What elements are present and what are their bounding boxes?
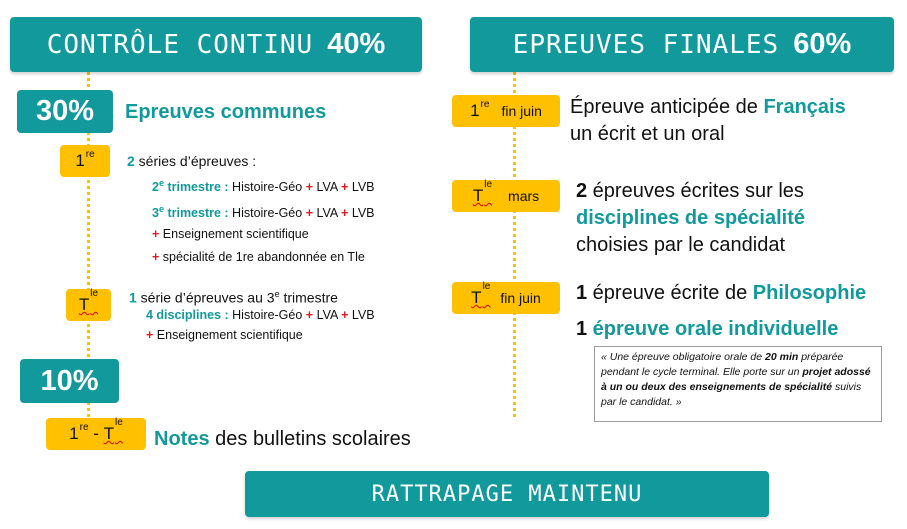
premiere-line1-subjects: Histoire-Géo	[228, 180, 306, 195]
plus-icon: +	[152, 227, 160, 241]
premiere-line3-text: Enseignement scientifique	[159, 227, 309, 241]
philosophy-count: 1	[576, 282, 588, 304]
grades-tag-b: T	[103, 424, 115, 443]
plus-icon: +	[146, 328, 154, 342]
philosophy-tag	[452, 282, 560, 314]
speciality-line-3: choisies par le candidat	[576, 234, 786, 256]
premiere-line1-label: trimestre :	[163, 180, 229, 195]
oral-count: 1	[576, 318, 588, 340]
rattrapage-title: RATTRAPAGE MAINTENU	[371, 481, 643, 507]
premiere-line-1	[152, 178, 375, 194]
speciality-line-2: disciplines de spécialité	[576, 207, 805, 229]
terminale-line1-label: 4 disciplines :	[146, 308, 229, 322]
premiere-line2-term-sup: e	[158, 204, 164, 214]
terminale-line1-lva: LVA	[313, 308, 342, 322]
plus-icon: +	[305, 180, 313, 195]
terminale-tag-label: T	[78, 295, 90, 314]
plus-icon: +	[341, 180, 349, 195]
quote-p2: préparée pendant le cycle terminal. Elle porte sur un	[601, 351, 844, 378]
premiere-count: 2	[127, 153, 135, 169]
philosophy-line-1	[576, 282, 866, 305]
speciality-line1-rest: épreuves écrites sur les	[587, 180, 804, 202]
oral-text: épreuve orale individuelle	[587, 318, 839, 340]
quote-p2-bold: projet adossé à un ou deux des enseignements de spécialité	[601, 366, 871, 393]
controle-continu-header	[10, 17, 422, 72]
philosophy-tag-label: T	[471, 288, 482, 307]
philosophy-subject: Philosophie	[752, 282, 867, 304]
common-title: Epreuves communes	[125, 101, 327, 123]
terminale-intro	[129, 289, 338, 306]
terminale-intro-sup: e	[274, 289, 280, 299]
controle-continu-title: CONTRÔLE CONTINU	[46, 29, 314, 60]
grades-tag-b-sup: le	[115, 417, 123, 429]
controle-continu-percent: 40%	[327, 28, 386, 60]
epreuves-finales-title: EPREUVES FINALES	[512, 29, 780, 60]
grades-highlight: Notes	[154, 428, 210, 450]
quote-p3: suivis par le candidat. »	[601, 381, 862, 408]
french-tag	[452, 95, 560, 127]
premiere-line4-text: spécialité de 1re abandonnée en Tle	[159, 250, 365, 264]
french-line-2: un écrit et un oral	[570, 123, 725, 145]
terminale-count: 1	[129, 289, 137, 306]
oral-line	[576, 318, 838, 341]
terminale-tag	[66, 289, 111, 321]
premiere-line1-lva: LVA	[313, 180, 342, 195]
speciality-tag-sup: le	[484, 179, 493, 191]
grades-text	[154, 428, 411, 451]
premiere-tag-sup: re	[85, 148, 95, 160]
premiere-line2-lva: LVA	[313, 206, 342, 221]
plus-icon: +	[152, 250, 160, 264]
terminale-intro-text: série d’épreuves au 3	[136, 289, 275, 306]
terminale-intro-end: trimestre	[279, 289, 338, 306]
terminale-line-2	[146, 328, 303, 342]
premiere-tag	[60, 145, 110, 177]
terminale-line-1	[146, 308, 375, 322]
philosophy-tag-when: fin juin	[500, 290, 541, 306]
french-line1-pre: Épreuve anticipée de	[570, 96, 764, 118]
premiere-line-4	[152, 250, 365, 264]
common-percent-box	[17, 90, 113, 133]
rattrapage-banner	[245, 471, 769, 517]
premiere-intro-text: séries d’épreuves :	[134, 153, 257, 169]
premiere-line1-term: 2	[152, 180, 159, 195]
premiere-line1-lvb: LVB	[348, 180, 375, 195]
grades-tag-a: 1	[69, 424, 79, 443]
plus-icon: +	[305, 206, 313, 221]
quote-p1: « Une épreuve obligatoire orale de	[601, 351, 766, 363]
premiere-line2-term: 3	[152, 206, 159, 221]
french-tag-when: fin juin	[501, 103, 542, 119]
premiere-line2-lvb: LVB	[348, 206, 375, 221]
french-line-1	[570, 96, 846, 119]
plus-icon: +	[341, 308, 349, 322]
speciality-tag-label: T	[472, 186, 484, 205]
plus-icon: +	[305, 308, 314, 322]
speciality-tag	[452, 180, 560, 212]
quote-p1-bold: 20 min	[765, 351, 799, 363]
premiere-line2-subjects: Histoire-Géo	[228, 206, 306, 221]
philosophy-line1-rest: épreuve écrite de	[587, 282, 753, 304]
grades-percent-box	[20, 359, 119, 403]
epreuves-finales-header	[470, 17, 894, 72]
oral-quote-box	[594, 346, 882, 422]
premiere-line-2	[152, 204, 375, 220]
french-tag-label: 1	[470, 101, 480, 120]
plus-icon: +	[341, 206, 349, 221]
french-tag-sup: re	[480, 98, 490, 110]
grades-rest: des bulletins scolaires	[209, 428, 411, 450]
speciality-tag-when: mars	[508, 188, 540, 204]
speciality-count: 2	[576, 180, 588, 202]
speciality-line-1	[576, 180, 804, 203]
premiere-intro	[127, 153, 256, 169]
terminale-line1-subjects: Histoire-Géo	[228, 308, 306, 322]
grades-percent: 10%	[40, 364, 99, 397]
grades-tag	[46, 418, 146, 450]
grades-tag-sep: -	[88, 424, 104, 443]
premiere-line1-term-sup: e	[158, 178, 164, 188]
grades-tag-a-sup: re	[79, 421, 89, 433]
epreuves-finales-percent: 60%	[793, 28, 852, 60]
premiere-line-3	[152, 227, 309, 241]
terminale-tag-sup: le	[90, 288, 99, 300]
premiere-tag-label: 1	[75, 151, 85, 170]
premiere-line2-label: trimestre :	[163, 206, 229, 221]
common-percent: 30%	[35, 95, 95, 127]
terminale-line1-lvb: LVB	[348, 308, 375, 322]
french-line1-subject: Français	[763, 96, 846, 118]
terminale-line2-text: Enseignement scientifique	[153, 328, 303, 342]
philosophy-tag-sup: le	[482, 281, 491, 293]
